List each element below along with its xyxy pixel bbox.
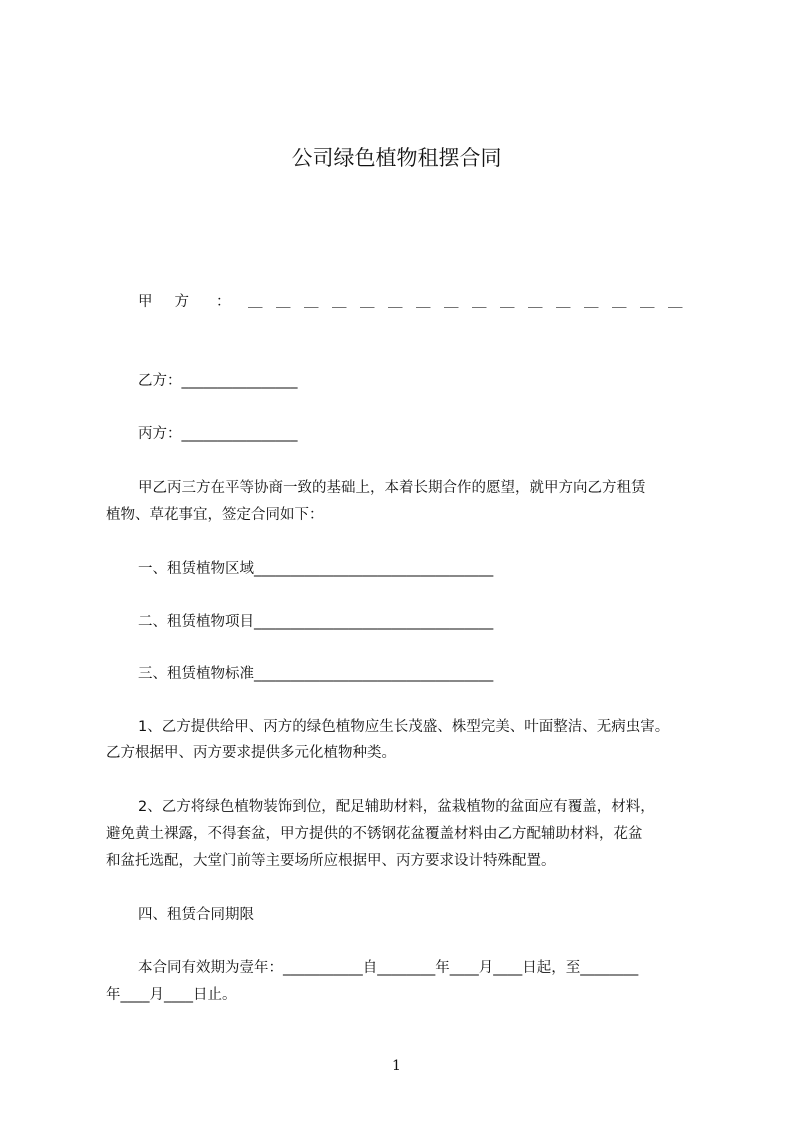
clause-1-line-1: 1、乙方提供给甲、丙方的绿色植物应生长茂盛、株型完美、叶面整洁、无病虫害。 [138, 719, 670, 735]
clause-2-line-1: 2、乙方将绿色植物装饰到位，配足辅助材料，盆栽植物的盆面应有覆盖，材料， [138, 799, 655, 815]
section-4-contract-term: 四、租赁合同期限 [138, 907, 254, 923]
clause-2-line-3: 和盆托选配，大堂门前等主要场所应根据甲、丙方要求设计特殊配置。 [106, 853, 556, 869]
intro-line-2: 植物、草花事宜，签定合同如下： [106, 507, 324, 523]
party-a-colon: ： [216, 294, 231, 310]
clause-2-line-2: 避免黄土裸露，不得套盆，甲方提供的不锈钢花盆覆盖材料由乙方配辅助材料，花盆 [106, 826, 643, 842]
party-a-blank: ＿＿＿＿＿＿＿＿＿＿＿＿＿＿＿＿ [248, 294, 696, 310]
contract-title: 公司绿色植物租摆合同 [291, 146, 502, 170]
party-a-label: 甲方 [138, 294, 211, 310]
section-3-rental-standard: 三、租赁植物标准_________________________________ [138, 666, 494, 682]
term-line-2: 年____月____日止。 [106, 987, 237, 1003]
party-c-line: 丙方：________________ [138, 426, 298, 442]
section-2-rental-items: 二、租赁植物项目_________________________________ [138, 614, 494, 630]
party-b-line: 乙方：________________ [138, 373, 298, 389]
intro-line-1: 甲乙丙三方在平等协商一致的基础上，本着长期合作的愿望，就甲方向乙方租赁 [138, 480, 646, 496]
term-line-1: 本合同有效期为壹年：___________自________年____月____日起，至________ [138, 960, 639, 976]
party-a-line [138, 290, 708, 314]
page-number: 1 [392, 1058, 401, 1074]
section-1-rental-area: 一、租赁植物区域_________________________________ [138, 561, 494, 577]
clause-1-line-2: 乙方根据甲、丙方要求提供多元化植物种类。 [106, 745, 396, 761]
